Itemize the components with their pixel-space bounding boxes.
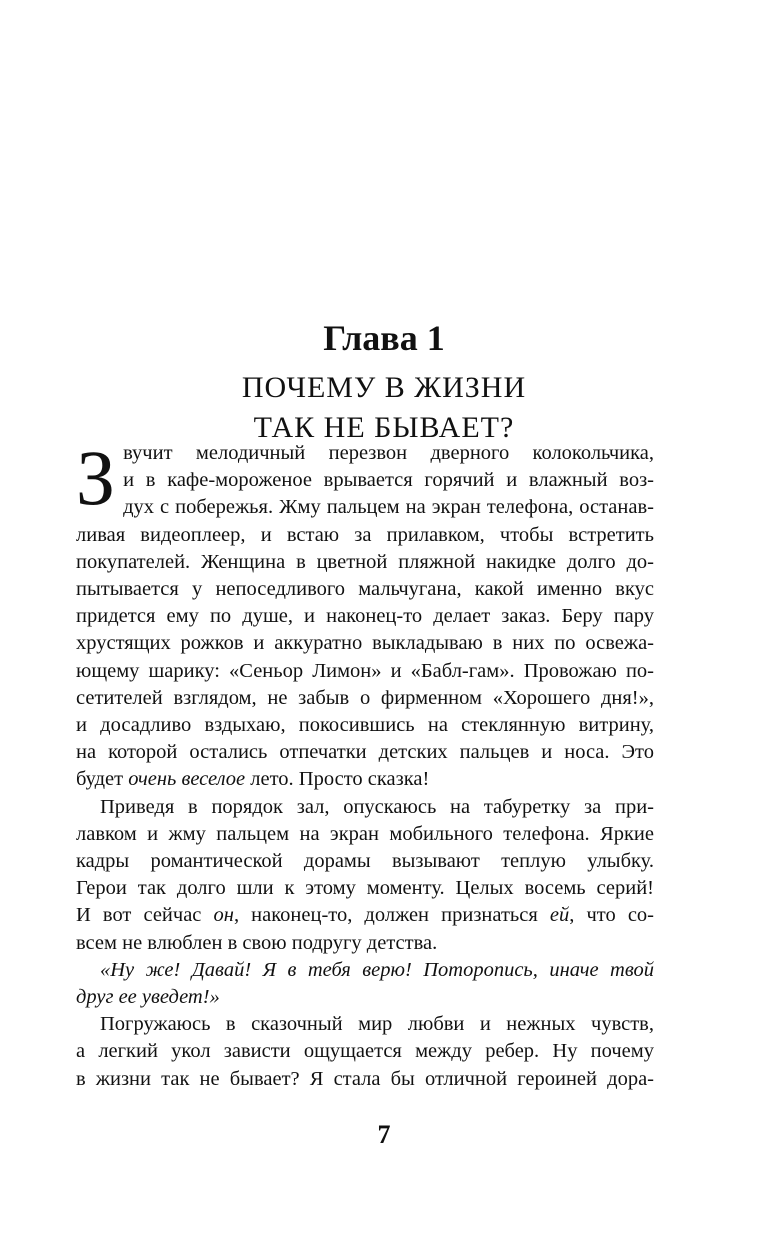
paragraph-1 [76,434,654,794]
chapter-title-line-2: ТАК НЕ БЫВАЕТ? [253,411,515,444]
italic-emphasis: ей [549,904,570,927]
quote-paragraph [76,957,654,1011]
text-line: и в кафе-мороженое врывается горячий и влажный воз- [123,469,654,492]
text-line: Приведя в порядок зал, опускаюсь на табуретку за при- [100,795,654,818]
text-line: пытывается у непоседливого мальчугана, какой именно вкус [76,578,654,601]
drop-cap: З [76,434,116,521]
text-line: на которой остались отпечатки детских пальцев и носа. Это [76,741,654,764]
body-text [76,434,654,1093]
text-line: а легкий укол зависти ощущается между ребер. Ну почему [76,1040,654,1063]
text-fragment: будет [76,768,129,791]
text-line: сетителей взглядом, не забыв о фирменном «Хорошего дня!», [76,686,654,709]
text-line: друг ее уведет!» [76,986,220,1009]
italic-emphasis: он [213,904,234,927]
text-line: Погружаюсь в сказочный мир любви и нежных чувств, [100,1013,654,1036]
chapter-title-line-1: ПОЧЕМУ В ЖИЗНИ [241,371,527,404]
text-line: лавком и жму пальцем на экран мобильного телефона. Яркие [76,822,654,845]
paragraph-3 [76,1011,654,1093]
text-line: «Ну же! Давай! Я в тебя верю! Поторопись, иначе твой [100,958,654,981]
text-fragment: И вот сейчас [76,904,214,927]
text-line: и досадливо вздыхаю, покосившись на стеклянную витрину, [76,714,654,737]
text-fragment: , наконец-то, должен признаться [233,904,550,927]
text-line: в жизни так не бывает? Я стала бы отличной героиней дора- [76,1067,654,1090]
text-line: всем не влюблен в свою подругу детства. [76,931,438,954]
text-line: придется ему по душе, и наконец-то делает заказ. Беру пару [76,605,654,628]
chapter-heading: Глава 1 [323,318,445,358]
text-fragment: лето. Просто сказка! [245,768,430,791]
text-line: кадры романтической дорамы вызывают теплую улыбку. [76,850,654,873]
chapter-title [0,368,768,448]
text-line: вучит мелодичный перезвон дверного колокольчика, [123,442,654,464]
text-fragment: , что со- [569,904,654,927]
italic-emphasis: очень веселое [128,768,246,791]
text-line: покупателей. Женщина в цветной пляжной накидке долго до- [76,550,654,573]
text-line: ливая видеоплеер, и встаю за прилавком, чтобы встретить [76,523,654,546]
page-number: 7 [377,1120,391,1149]
text-line [76,766,654,793]
text-line: Герои так долго шли к этому моменту. Целых восемь серий! [76,877,654,900]
paragraph-2 [76,794,654,957]
text-line: ющему шарику: «Сеньор Лимон» и «Бабл-гам». Провожаю по- [76,659,654,682]
text-line [76,902,654,929]
text-line: дух с побережья. Жму пальцем на экран телефона, останав- [123,496,654,519]
text-line: хрустящих рожков и аккуратно выкладываю в них по освежа- [76,632,654,655]
